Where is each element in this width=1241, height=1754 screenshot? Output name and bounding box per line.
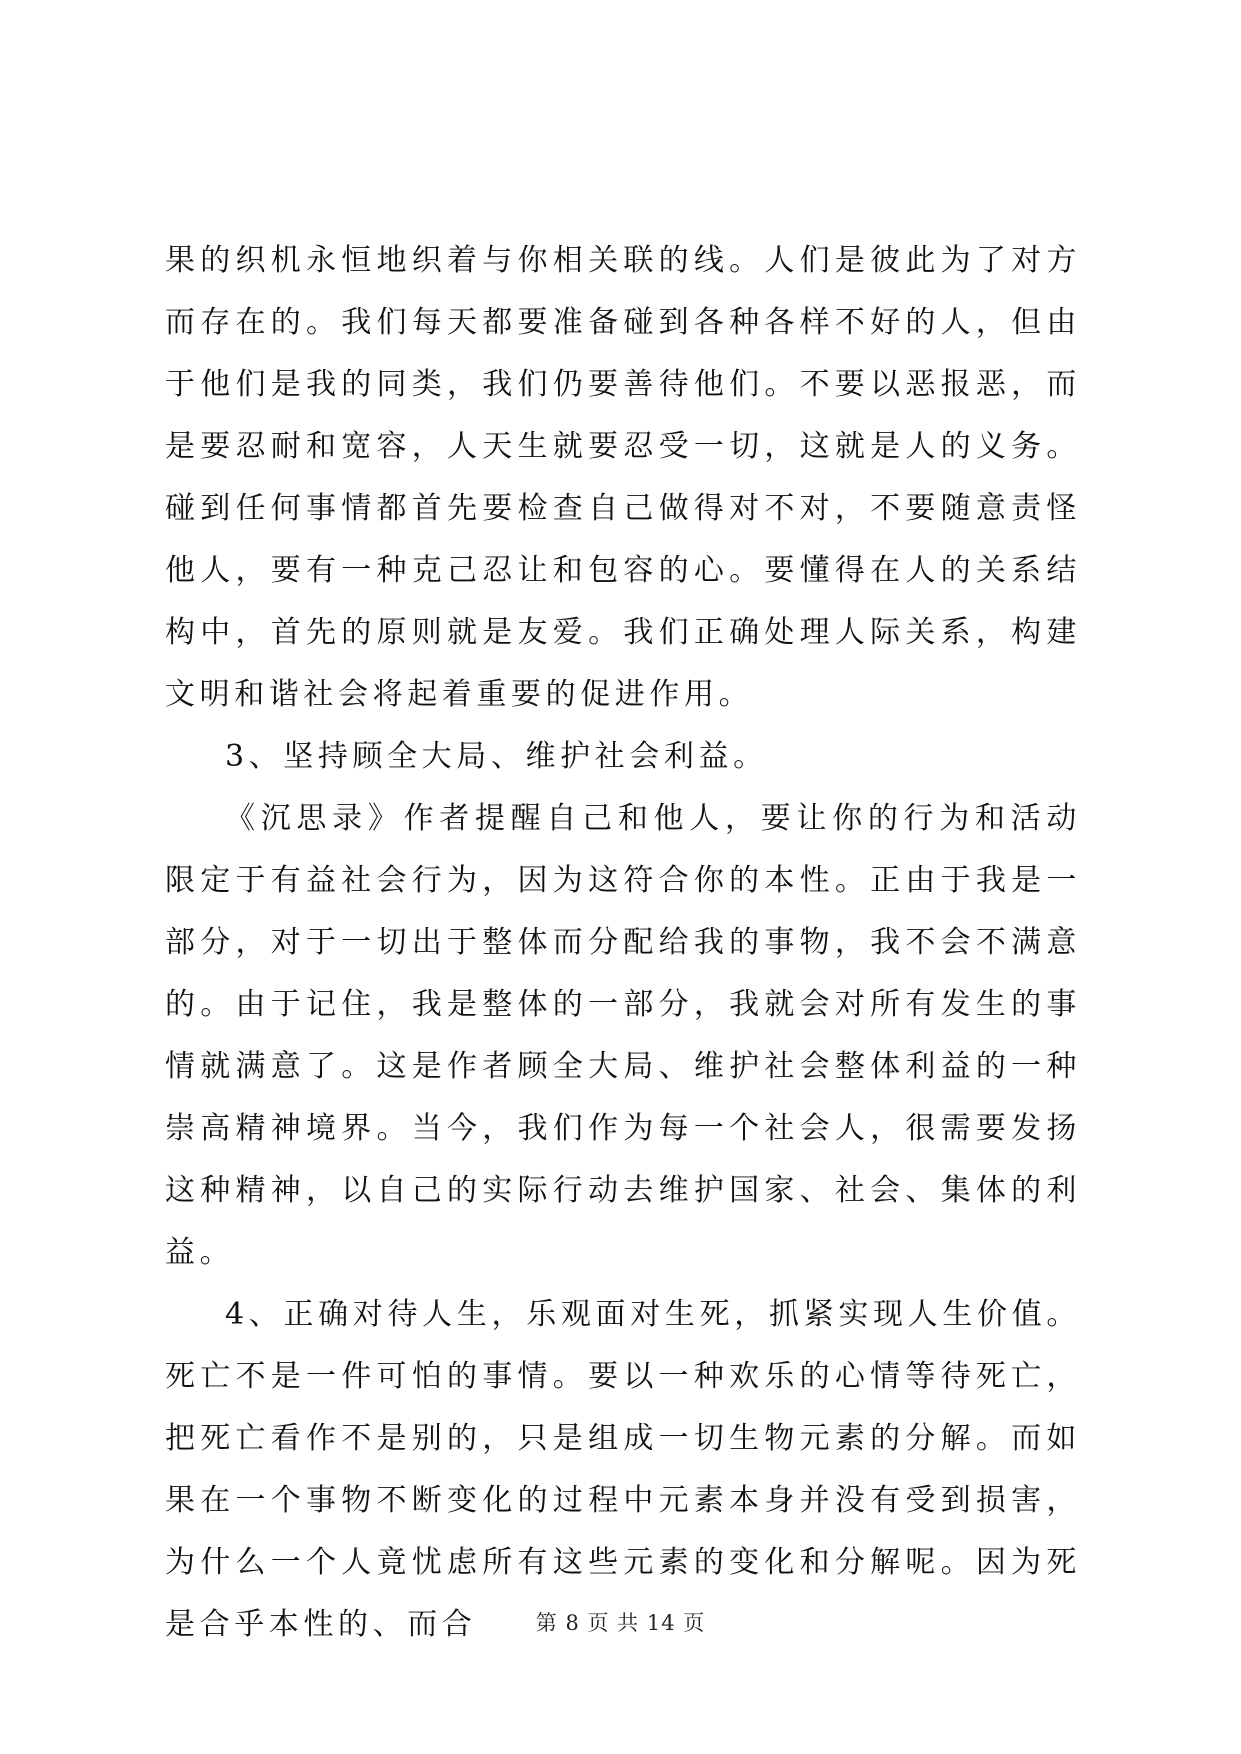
section-heading-3: 3、坚持顾全大局、维护社会利益。 — [225, 739, 768, 774]
document-body — [165, 230, 1081, 1656]
paragraph-section-4: 4、正确对待人生，乐观面对生死，抓紧实现人生价值。死亡不是一件可怕的事情。要以一种欢乐的心情等待死亡，把死亡看作不是别的，只是组成一切生物元素的分解。而如果在一个事物不断变化的过程中元素本身并没有受到损害，为什么一个人竟忧虑所有这些元素的变化和分解呢。因为死是合乎本性的、而合 — [165, 1297, 1081, 1642]
paragraph-continued: 果的织机永恒地织着与你相关联的线。人们是彼此为了对方而存在的。我们每天都要准备碰到各种各样不好的人，但由于他们是我的同类，我们仍要善待他们。不要以恶报恶，而是要忍耐和宽容，人天生就要忍受一切，这就是人的义务。碰到任何事情都首先要检查自己做得对不对，不要随意责怪他人，要有一种克己忍让和包容的心。要懂得在人的关系结构中，首先的原则就是友爱。我们正确处理人际关系，构建文明和谐社会将起着重要的促进作用。 — [165, 243, 1081, 712]
paragraph-meditations: 《沉思录》作者提醒自己和他人，要让你的行为和活动限定于有益社会行为，因为这符合你的本性。正由于我是一部分，对于一切出于整体而分配给我的事物，我不会不满意的。由于记住，我是整体的一部分，我就会对所有发生的事情就满意了。这是作者顾全大局、维护社会整体利益的一种崇高精神境界。当今，我们作为每一个社会人，很需要发扬这种精神，以自己的实际行动去维护国家、社会、集体的利益。 — [165, 801, 1081, 1270]
page-number-footer: 第 8 页 共 14 页 — [535, 1611, 706, 1635]
